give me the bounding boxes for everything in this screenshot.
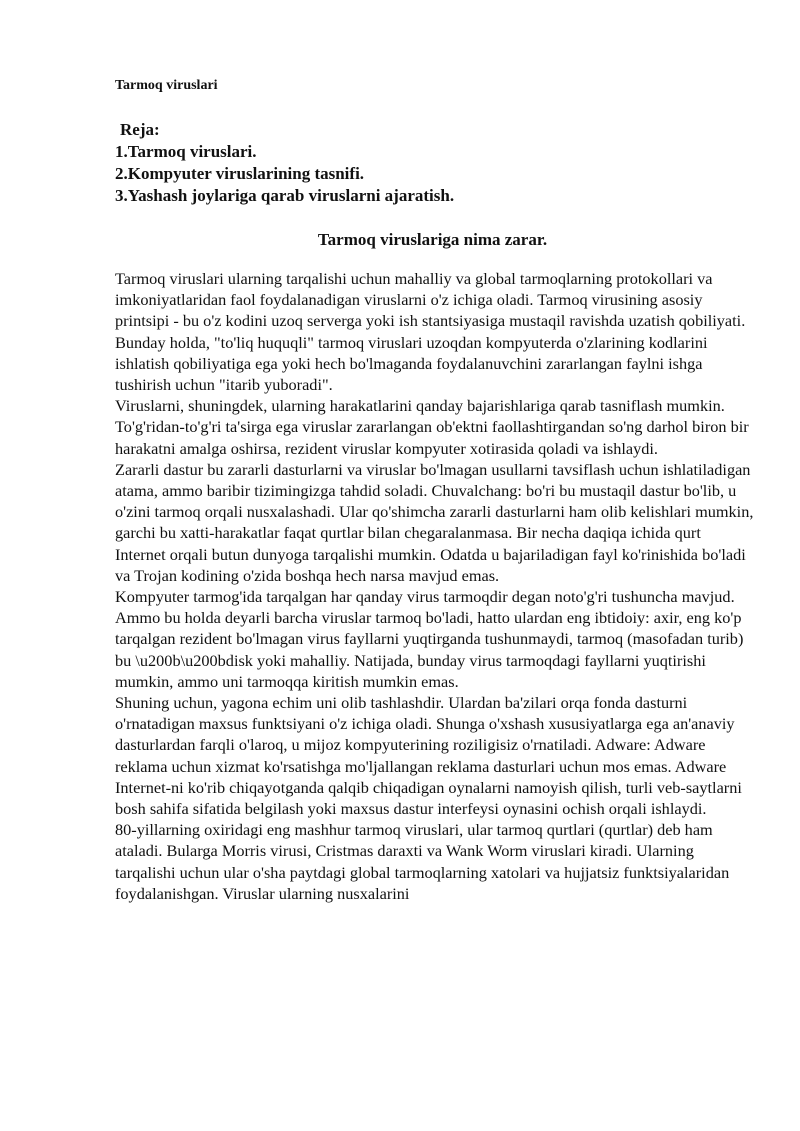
paragraph: Tarmoq viruslari ularning tarqalishi uchun mahalliy va global tarmoqlarning protokollari va imkoniyatlaridan faol foydalanadigan viruslarni o'z ichiga oladi. Tarmoq virusining asosiy printsipi - bu o'z kodini uzoq serverga yoki ish stantsiyasiga mustaqil ravishda uzatish qobiliyati. Bunday holda, "to'liq huquqli" tarmoq viruslari uzoqdan kompyuterda o'zlarining kodlarini ishlatish qobiliyatiga ega yoki hech bo'lmaganda foydalanuvchini zararlangan faylni ishga tushirish uchun "itarib yuboradi". [115,269,746,395]
paragraph: Zararli dastur bu zararli dasturlarni va viruslar bo'lmagan usullarni tavsiflash uchun ishlatiladigan atama, ammo baribir tizimingizga tahdid soladi. Chuvalchang: bo'ri bu mustaqil dastur bo'lib, u o'zini tarmoq orqali nusxalashadi. Ular qo'shimcha zararli dasturlarni ham olib kelishlari mumkin, garchi bu xatti-harakatlar faqat qurtlar bilan chegaralanmasa. Bir necha daqiqa ichida qurt Internet orqali butun dunyoga tarqalishi mumkin. Odatda u bajariladigan fayl ko'rinishida bo'ladi va Trojan kodining o'zida boshqa hech narsa mavjud emas. [115,459,754,585]
plan-item: 2.Kompyuter viruslarining tasnifi. [115,164,365,183]
paragraph: Shuning uchun, yagona echim uni olib tashlashdir. Ulardan ba'zilari orqa fonda dasturni o'rnatadigan maxsus funktsiyani o'z ichiga oladi. Shunga o'xshash xususiyatlarga ega an'anaviy dasturlardan farqli o'laroq, u mijoz kompyuterining roziligisiz o'rnatiladi. Adware: Adware reklama uchun xizmat ko'rsatishga mo'ljallangan reklama dasturlari uchun mos emas. Adware Internet-ni ko'rib chiqayotganda qalqib chiqadigan oynalarni namoyish qilish, turli veb-saytlarni bosh sahifa sifatida belgilash yoki maxsus dastur interfeysi oynasini ochish orqali ishlaydi. [115,693,742,819]
paragraph: Viruslarni, shuningdek, ularning harakatlarini qanday bajarishlariga qarab tasniflash mumkin. To'g'ridan-to'g'ri ta'sirga ega viruslar zararlangan ob'ektni faollashtirgandan so'ng darhol biron bir harakatni amalga oshirsa, rezident viruslar kompyuter xotirasida qoladi va ishlaydi. [115,396,749,458]
document-title: Tarmoq viruslari [115,78,218,93]
body-text [115,268,755,904]
plan-block [115,119,454,207]
paragraph: 80-yillarning oxiridagi eng mashhur tarmoq viruslari, ular tarmoq qurtlari (qurtlar) deb ham ataladi. Bularga Morris virusi, Cristmas daraxti va Wank Worm viruslari kiradi. Ularning tarqalishi uchun ular o'sha paytdagi global tarmoqlarning xatolari va hujjatsiz funktsiyalaridan foydalanishgan. Viruslar ularning nusxalarini [115,820,730,903]
paragraph: Kompyuter tarmog'ida tarqalgan har qanday virus tarmoqdir degan noto'g'ri tushuncha mavjud. Ammo bu holda deyarli barcha viruslar tarmoq bo'ladi, hatto ulardan eng ibtidoiy: axir, eng ko'p tarqalgan rezident bo'lmagan virus fayllarni yuqtirganda tushunmaydi, tarmoq (masofadan turib) bu \u200b\u200bdisk yoki mahalliy. Natijada, bunday virus tarmoqdagi fayllarni yuqtirishi mumkin, ammo uni tarmoqqa kiritish mumkin emas. [115,587,744,691]
section-heading: Tarmoq viruslariga nima zarar. [317,230,548,249]
plan-heading: Reja: [120,120,160,139]
plan-item: 1.Tarmoq viruslari. [115,142,257,161]
plan-item: 3.Yashash joylariga qarab viruslarni ajaratish. [115,186,455,205]
